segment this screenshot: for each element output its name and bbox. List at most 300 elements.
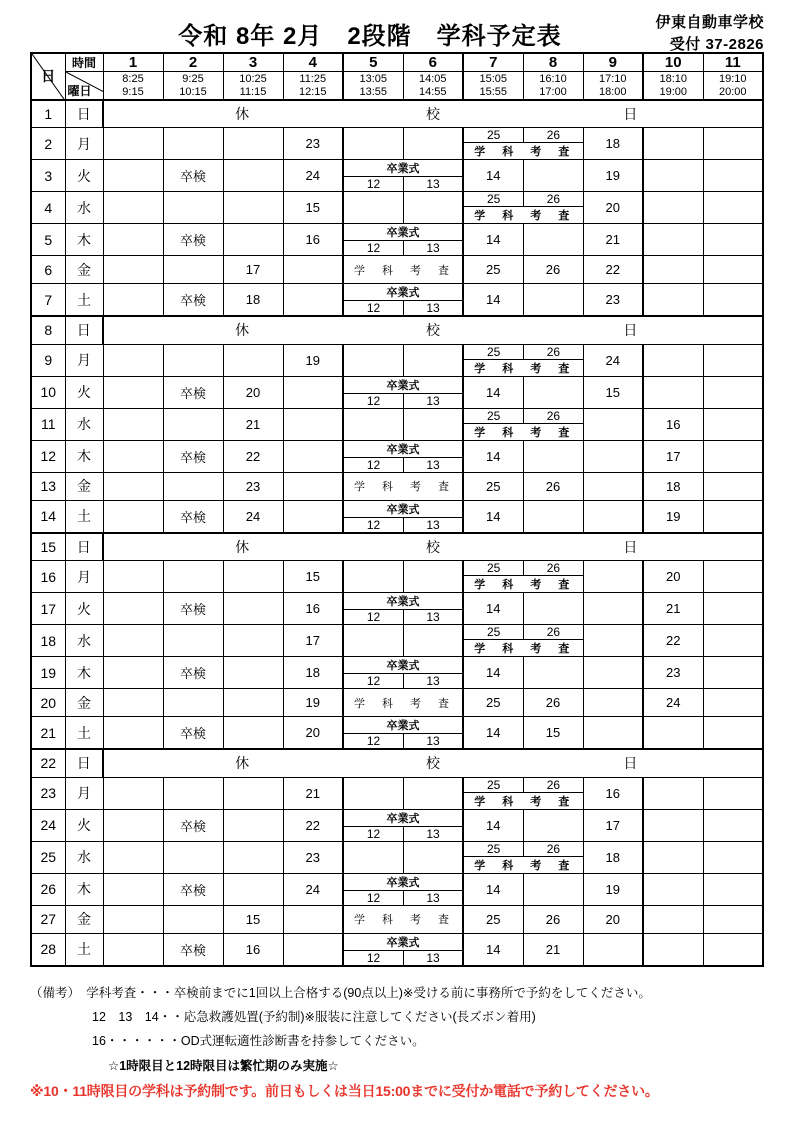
cell-p2[interactable]: 卒検 bbox=[163, 809, 223, 841]
cell-p9[interactable]: 20 bbox=[583, 905, 643, 933]
cell-p8[interactable] bbox=[523, 657, 583, 689]
cell-p11[interactable] bbox=[703, 192, 763, 224]
cell-p11[interactable] bbox=[703, 841, 763, 873]
cell-exam-split[interactable] bbox=[463, 777, 583, 809]
cell-p7[interactable]: 14 bbox=[463, 593, 523, 625]
table-row bbox=[31, 128, 763, 160]
cell-p10[interactable] bbox=[643, 933, 703, 966]
cell-p9[interactable] bbox=[583, 933, 643, 966]
cell-p2[interactable]: 卒検 bbox=[163, 440, 223, 472]
cell-p8[interactable]: 26 bbox=[523, 472, 583, 500]
cell-p4[interactable]: 21 bbox=[283, 777, 343, 809]
cell-p8[interactable]: 21 bbox=[523, 933, 583, 966]
cell-p1[interactable] bbox=[103, 408, 163, 440]
cell-p10[interactable]: 22 bbox=[643, 625, 703, 657]
cell-p7[interactable]: 14 bbox=[463, 440, 523, 472]
cell-p11[interactable] bbox=[703, 625, 763, 657]
period-end-5: 13:55 bbox=[343, 86, 403, 100]
graduation-label: 卒業式 bbox=[344, 377, 462, 394]
cell-p3[interactable]: 17 bbox=[223, 256, 283, 284]
row-day-number: 27 bbox=[31, 905, 65, 933]
cell-p3[interactable] bbox=[223, 160, 283, 192]
cell-p2[interactable] bbox=[163, 128, 223, 160]
cell-p3[interactable]: 23 bbox=[223, 472, 283, 500]
cell-graduation-ceremony[interactable] bbox=[343, 809, 463, 841]
cell-p3[interactable]: 24 bbox=[223, 500, 283, 533]
cell-p2[interactable] bbox=[163, 344, 223, 376]
closed-day-cell bbox=[103, 100, 763, 128]
period-start-8: 16:10 bbox=[523, 72, 583, 86]
cell-p1[interactable] bbox=[103, 160, 163, 192]
cell-exam-wide[interactable]: 学 科 考 査 bbox=[343, 905, 463, 933]
cell-p10[interactable] bbox=[643, 344, 703, 376]
row-weekday: 月 bbox=[65, 777, 103, 809]
cell-p1[interactable] bbox=[103, 344, 163, 376]
cell-p4[interactable]: 16 bbox=[283, 593, 343, 625]
cell-p3[interactable] bbox=[223, 657, 283, 689]
cell-exam-split[interactable] bbox=[463, 192, 583, 224]
cell-p9[interactable] bbox=[583, 408, 643, 440]
cell-p4[interactable]: 16 bbox=[283, 224, 343, 256]
cell-p7[interactable]: 25 bbox=[463, 472, 523, 500]
cell-graduation-ceremony[interactable] bbox=[343, 376, 463, 408]
cell-p5[interactable] bbox=[343, 408, 403, 440]
cell-p1[interactable] bbox=[103, 256, 163, 284]
cell-p9[interactable] bbox=[583, 657, 643, 689]
row-weekday: 土 bbox=[65, 933, 103, 966]
cell-p1[interactable] bbox=[103, 777, 163, 809]
row-day-number: 2 bbox=[31, 128, 65, 160]
cell-p7[interactable]: 14 bbox=[463, 284, 523, 317]
cell-p2[interactable] bbox=[163, 905, 223, 933]
table-row bbox=[31, 625, 763, 657]
table-row bbox=[31, 500, 763, 533]
cell-p1[interactable] bbox=[103, 284, 163, 317]
cell-p9[interactable]: 22 bbox=[583, 256, 643, 284]
cell-p11[interactable] bbox=[703, 256, 763, 284]
cell-p7[interactable]: 14 bbox=[463, 224, 523, 256]
cell-p10[interactable] bbox=[643, 717, 703, 750]
cell-p4[interactable] bbox=[283, 905, 343, 933]
cell-graduation-ceremony[interactable] bbox=[343, 440, 463, 472]
period-number-2: 2 bbox=[163, 53, 223, 72]
cell-p10[interactable] bbox=[643, 376, 703, 408]
cell-p11[interactable] bbox=[703, 128, 763, 160]
cell-p1[interactable] bbox=[103, 192, 163, 224]
graduation-num-b: 13 bbox=[403, 458, 462, 472]
cell-p11[interactable] bbox=[703, 809, 763, 841]
closed-char-2: 校 bbox=[426, 755, 440, 772]
cell-p2[interactable]: 卒検 bbox=[163, 657, 223, 689]
cell-p7[interactable]: 25 bbox=[463, 689, 523, 717]
cell-p8[interactable]: 26 bbox=[523, 689, 583, 717]
cell-p9[interactable]: 15 bbox=[583, 376, 643, 408]
row-weekday: 水 bbox=[65, 841, 103, 873]
cell-p11[interactable] bbox=[703, 561, 763, 593]
cell-p2[interactable]: 卒検 bbox=[163, 933, 223, 966]
cell-p3[interactable] bbox=[223, 689, 283, 717]
cell-p5[interactable] bbox=[343, 561, 403, 593]
cell-p2[interactable] bbox=[163, 192, 223, 224]
cell-p3[interactable]: 21 bbox=[223, 408, 283, 440]
cell-p4[interactable]: 19 bbox=[283, 689, 343, 717]
cell-p9[interactable]: 24 bbox=[583, 344, 643, 376]
cell-p11[interactable] bbox=[703, 689, 763, 717]
cell-p6[interactable] bbox=[403, 777, 463, 809]
table-row bbox=[31, 224, 763, 256]
cell-p10[interactable]: 20 bbox=[643, 561, 703, 593]
cell-exam-split[interactable] bbox=[463, 561, 583, 593]
cell-p11[interactable] bbox=[703, 224, 763, 256]
cell-p8[interactable] bbox=[523, 440, 583, 472]
cell-graduation-ceremony[interactable] bbox=[343, 657, 463, 689]
cell-p4[interactable]: 22 bbox=[283, 809, 343, 841]
cell-p5[interactable] bbox=[343, 841, 403, 873]
cell-p4[interactable]: 19 bbox=[283, 344, 343, 376]
exam-label: 学 科 考 査 bbox=[474, 426, 573, 439]
cell-p2[interactable] bbox=[163, 689, 223, 717]
period-start-10: 18:10 bbox=[643, 72, 703, 86]
cell-p4[interactable]: 15 bbox=[283, 561, 343, 593]
corner-day-label: 日 bbox=[31, 53, 65, 100]
cell-p10[interactable]: 21 bbox=[643, 593, 703, 625]
cell-p10[interactable] bbox=[643, 224, 703, 256]
cell-p8[interactable]: 26 bbox=[523, 905, 583, 933]
cell-exam-split[interactable] bbox=[463, 128, 583, 160]
cell-p3[interactable] bbox=[223, 593, 283, 625]
cell-p4[interactable]: 17 bbox=[283, 625, 343, 657]
cell-graduation-ceremony[interactable] bbox=[343, 717, 463, 750]
cell-p3[interactable] bbox=[223, 777, 283, 809]
cell-p9[interactable] bbox=[583, 717, 643, 750]
cell-p3[interactable] bbox=[223, 561, 283, 593]
cell-exam-split[interactable] bbox=[463, 625, 583, 657]
cell-p11[interactable] bbox=[703, 500, 763, 533]
cell-p3[interactable]: 20 bbox=[223, 376, 283, 408]
cell-p2[interactable]: 卒検 bbox=[163, 873, 223, 905]
graduation-label: 卒業式 bbox=[344, 874, 462, 891]
period-end-1: 9:15 bbox=[103, 86, 163, 100]
exam-num-a: 25 bbox=[486, 777, 501, 792]
cell-p8[interactable] bbox=[523, 160, 583, 192]
exam-label: 学 科 考 査 bbox=[474, 643, 573, 655]
cell-p11[interactable] bbox=[703, 657, 763, 689]
cell-p11[interactable] bbox=[703, 376, 763, 408]
cell-p1[interactable] bbox=[103, 593, 163, 625]
cell-p5[interactable] bbox=[343, 777, 403, 809]
row-day-number: 26 bbox=[31, 873, 65, 905]
row-weekday: 火 bbox=[65, 593, 103, 625]
cell-p11[interactable] bbox=[703, 593, 763, 625]
cell-p11[interactable] bbox=[703, 284, 763, 317]
cell-p7[interactable]: 25 bbox=[463, 256, 523, 284]
row-weekday: 土 bbox=[65, 717, 103, 750]
cell-p1[interactable] bbox=[103, 561, 163, 593]
cell-p1[interactable] bbox=[103, 689, 163, 717]
cell-p10[interactable] bbox=[643, 256, 703, 284]
cell-p4[interactable] bbox=[283, 256, 343, 284]
cell-p9[interactable]: 17 bbox=[583, 809, 643, 841]
cell-p2[interactable]: 卒検 bbox=[163, 500, 223, 533]
cell-p5[interactable] bbox=[343, 344, 403, 376]
cell-graduation-ceremony[interactable] bbox=[343, 873, 463, 905]
cell-p4[interactable]: 23 bbox=[283, 128, 343, 160]
cell-p10[interactable] bbox=[643, 873, 703, 905]
cell-p3[interactable] bbox=[223, 841, 283, 873]
table-row bbox=[31, 841, 763, 873]
cell-p9[interactable] bbox=[583, 561, 643, 593]
cell-p1[interactable] bbox=[103, 500, 163, 533]
cell-p9[interactable]: 19 bbox=[583, 873, 643, 905]
cell-p1[interactable] bbox=[103, 905, 163, 933]
cell-p9[interactable]: 16 bbox=[583, 777, 643, 809]
cell-p10[interactable]: 18 bbox=[643, 472, 703, 500]
cell-graduation-ceremony[interactable] bbox=[343, 933, 463, 966]
cell-p3[interactable] bbox=[223, 128, 283, 160]
row-day-number: 14 bbox=[31, 500, 65, 533]
cell-p7[interactable]: 25 bbox=[463, 905, 523, 933]
cell-p3[interactable] bbox=[223, 192, 283, 224]
cell-p3[interactable] bbox=[223, 717, 283, 750]
cell-p2[interactable]: 卒検 bbox=[163, 160, 223, 192]
cell-p4[interactable] bbox=[283, 440, 343, 472]
cell-p2[interactable]: 卒検 bbox=[163, 284, 223, 317]
cell-p8[interactable]: 26 bbox=[523, 256, 583, 284]
cell-p10[interactable] bbox=[643, 905, 703, 933]
cell-graduation-ceremony[interactable] bbox=[343, 160, 463, 192]
cell-p10[interactable] bbox=[643, 192, 703, 224]
cell-p11[interactable] bbox=[703, 440, 763, 472]
table-row bbox=[31, 376, 763, 408]
cell-p1[interactable] bbox=[103, 809, 163, 841]
cell-p11[interactable] bbox=[703, 933, 763, 966]
cell-p9[interactable] bbox=[583, 625, 643, 657]
cell-p9[interactable] bbox=[583, 440, 643, 472]
cell-p4[interactable] bbox=[283, 933, 343, 966]
cell-p5[interactable] bbox=[343, 192, 403, 224]
cell-p8[interactable] bbox=[523, 224, 583, 256]
cell-p9[interactable]: 23 bbox=[583, 284, 643, 317]
graduation-num-a: 12 bbox=[366, 301, 381, 315]
cell-p6[interactable] bbox=[403, 408, 463, 440]
cell-p4[interactable] bbox=[283, 408, 343, 440]
cell-p1[interactable] bbox=[103, 440, 163, 472]
cell-p9[interactable] bbox=[583, 593, 643, 625]
cell-p1[interactable] bbox=[103, 657, 163, 689]
cell-p8[interactable] bbox=[523, 376, 583, 408]
note-line-2: 12 13 14・・応急救護処置(予約制)※服装に注意してください(長ズボン着用) bbox=[92, 1009, 536, 1024]
note-line-3: 16・・・・・・OD式運転適性診断書を持参してください。 bbox=[92, 1034, 425, 1049]
schedule-body bbox=[31, 53, 763, 966]
cell-p7[interactable]: 14 bbox=[463, 376, 523, 408]
graduation-label: 卒業式 bbox=[344, 810, 462, 827]
period-end-9: 18:00 bbox=[583, 86, 643, 100]
cell-p4[interactable]: 23 bbox=[283, 841, 343, 873]
cell-p3[interactable] bbox=[223, 344, 283, 376]
cell-p8[interactable] bbox=[523, 873, 583, 905]
cell-exam-wide[interactable]: 学 科 考 査 bbox=[343, 256, 463, 284]
cell-p2[interactable] bbox=[163, 408, 223, 440]
cell-p10[interactable]: 24 bbox=[643, 689, 703, 717]
cell-p2[interactable] bbox=[163, 256, 223, 284]
table-row bbox=[31, 933, 763, 966]
graduation-label: 卒業式 bbox=[344, 717, 462, 734]
row-weekday: 土 bbox=[65, 284, 103, 317]
cell-p2[interactable] bbox=[163, 841, 223, 873]
cell-p4[interactable]: 24 bbox=[283, 160, 343, 192]
cell-p4[interactable] bbox=[283, 284, 343, 317]
cell-p6[interactable] bbox=[403, 625, 463, 657]
graduation-num-b: 13 bbox=[403, 301, 462, 315]
cell-exam-wide[interactable]: 学 科 考 査 bbox=[343, 472, 463, 500]
cell-p9[interactable]: 20 bbox=[583, 192, 643, 224]
cell-p2[interactable]: 卒検 bbox=[163, 593, 223, 625]
cell-p10[interactable]: 23 bbox=[643, 657, 703, 689]
cell-p3[interactable]: 22 bbox=[223, 440, 283, 472]
cell-p1[interactable] bbox=[103, 841, 163, 873]
graduation-label: 卒業式 bbox=[344, 501, 462, 518]
cell-p11[interactable] bbox=[703, 160, 763, 192]
cell-p9[interactable] bbox=[583, 472, 643, 500]
cell-p4[interactable]: 18 bbox=[283, 657, 343, 689]
cell-p1[interactable] bbox=[103, 128, 163, 160]
cell-p11[interactable] bbox=[703, 408, 763, 440]
cell-p3[interactable]: 18 bbox=[223, 284, 283, 317]
cell-p4[interactable] bbox=[283, 500, 343, 533]
cell-exam-split[interactable] bbox=[463, 408, 583, 440]
cell-p11[interactable] bbox=[703, 344, 763, 376]
cell-p6[interactable] bbox=[403, 192, 463, 224]
closed-char-3: 日 bbox=[623, 105, 638, 122]
cell-p3[interactable] bbox=[223, 873, 283, 905]
cell-p3[interactable]: 15 bbox=[223, 905, 283, 933]
cell-p10[interactable] bbox=[643, 777, 703, 809]
cell-p8[interactable]: 15 bbox=[523, 717, 583, 750]
cell-p8[interactable] bbox=[523, 809, 583, 841]
cell-p2[interactable]: 卒検 bbox=[163, 376, 223, 408]
cell-p6[interactable] bbox=[403, 128, 463, 160]
cell-p5[interactable] bbox=[343, 625, 403, 657]
period-start-6: 14:05 bbox=[403, 72, 463, 86]
cell-p7[interactable]: 14 bbox=[463, 717, 523, 750]
table-row bbox=[31, 472, 763, 500]
cell-p2[interactable] bbox=[163, 625, 223, 657]
cell-p2[interactable]: 卒検 bbox=[163, 224, 223, 256]
exam-num-b: 26 bbox=[523, 625, 582, 639]
cell-p2[interactable]: 卒検 bbox=[163, 717, 223, 750]
row-weekday: 日 bbox=[65, 749, 103, 777]
cell-p7[interactable]: 14 bbox=[463, 657, 523, 689]
cell-p1[interactable] bbox=[103, 224, 163, 256]
cell-p9[interactable] bbox=[583, 689, 643, 717]
cell-p9[interactable]: 21 bbox=[583, 224, 643, 256]
cell-p5[interactable] bbox=[343, 128, 403, 160]
closed-char-3: 日 bbox=[623, 755, 638, 772]
cell-p4[interactable]: 24 bbox=[283, 873, 343, 905]
cell-p6[interactable] bbox=[403, 561, 463, 593]
cell-p10[interactable]: 17 bbox=[643, 440, 703, 472]
closed-day-cell bbox=[103, 316, 763, 344]
cell-p11[interactable] bbox=[703, 873, 763, 905]
cell-exam-split[interactable] bbox=[463, 841, 583, 873]
cell-p11[interactable] bbox=[703, 777, 763, 809]
row-weekday: 金 bbox=[65, 472, 103, 500]
cell-p2[interactable] bbox=[163, 472, 223, 500]
cell-p10[interactable] bbox=[643, 809, 703, 841]
cell-graduation-ceremony[interactable] bbox=[343, 284, 463, 317]
cell-p1[interactable] bbox=[103, 933, 163, 966]
table-row bbox=[31, 749, 763, 777]
cell-graduation-ceremony[interactable] bbox=[343, 500, 463, 533]
cell-p11[interactable] bbox=[703, 472, 763, 500]
exam-label: 学 科 考 査 bbox=[474, 146, 573, 158]
cell-p3[interactable]: 16 bbox=[223, 933, 283, 966]
cell-p9[interactable]: 18 bbox=[583, 128, 643, 160]
cell-p10[interactable] bbox=[643, 160, 703, 192]
graduation-num-a: 12 bbox=[366, 393, 381, 408]
cell-p4[interactable] bbox=[283, 376, 343, 408]
cell-p10[interactable] bbox=[643, 128, 703, 160]
cell-p10[interactable]: 16 bbox=[643, 408, 703, 440]
cell-p6[interactable] bbox=[403, 344, 463, 376]
cell-p10[interactable]: 19 bbox=[643, 500, 703, 533]
exam-label: 学 科 考 査 bbox=[474, 362, 573, 375]
cell-p1[interactable] bbox=[103, 625, 163, 657]
cell-p2[interactable] bbox=[163, 777, 223, 809]
cell-p3[interactable] bbox=[223, 224, 283, 256]
cell-p7[interactable]: 14 bbox=[463, 809, 523, 841]
cell-p9[interactable]: 19 bbox=[583, 160, 643, 192]
cell-p7[interactable]: 14 bbox=[463, 873, 523, 905]
cell-p1[interactable] bbox=[103, 717, 163, 750]
period-start-7: 15:05 bbox=[463, 72, 523, 86]
cell-p7[interactable]: 14 bbox=[463, 500, 523, 533]
cell-p6[interactable] bbox=[403, 841, 463, 873]
cell-p9[interactable] bbox=[583, 500, 643, 533]
cell-p3[interactable] bbox=[223, 809, 283, 841]
cell-p1[interactable] bbox=[103, 873, 163, 905]
cell-p10[interactable] bbox=[643, 841, 703, 873]
cell-p11[interactable] bbox=[703, 905, 763, 933]
cell-p4[interactable] bbox=[283, 472, 343, 500]
cell-p7[interactable]: 14 bbox=[463, 933, 523, 966]
table-row bbox=[31, 284, 763, 317]
cell-p2[interactable] bbox=[163, 561, 223, 593]
school-info bbox=[655, 12, 764, 56]
period-start-2: 9:25 bbox=[163, 72, 223, 86]
cell-p11[interactable] bbox=[703, 717, 763, 750]
cell-p4[interactable]: 15 bbox=[283, 192, 343, 224]
period-number-8: 8 bbox=[523, 53, 583, 72]
cell-p7[interactable]: 14 bbox=[463, 160, 523, 192]
cell-graduation-ceremony[interactable] bbox=[343, 224, 463, 256]
cell-p10[interactable] bbox=[643, 284, 703, 317]
cell-p1[interactable] bbox=[103, 472, 163, 500]
cell-exam-split[interactable] bbox=[463, 344, 583, 376]
notes-section bbox=[30, 981, 764, 1106]
cell-p1[interactable] bbox=[103, 376, 163, 408]
period-number-3: 3 bbox=[223, 53, 283, 72]
cell-p4[interactable]: 20 bbox=[283, 717, 343, 750]
cell-p8[interactable] bbox=[523, 500, 583, 533]
cell-graduation-ceremony[interactable] bbox=[343, 593, 463, 625]
period-end-2: 10:15 bbox=[163, 86, 223, 100]
cell-p9[interactable]: 18 bbox=[583, 841, 643, 873]
cell-p3[interactable] bbox=[223, 625, 283, 657]
cell-p8[interactable] bbox=[523, 593, 583, 625]
cell-exam-wide[interactable]: 学 科 考 査 bbox=[343, 689, 463, 717]
cell-p8[interactable] bbox=[523, 284, 583, 317]
